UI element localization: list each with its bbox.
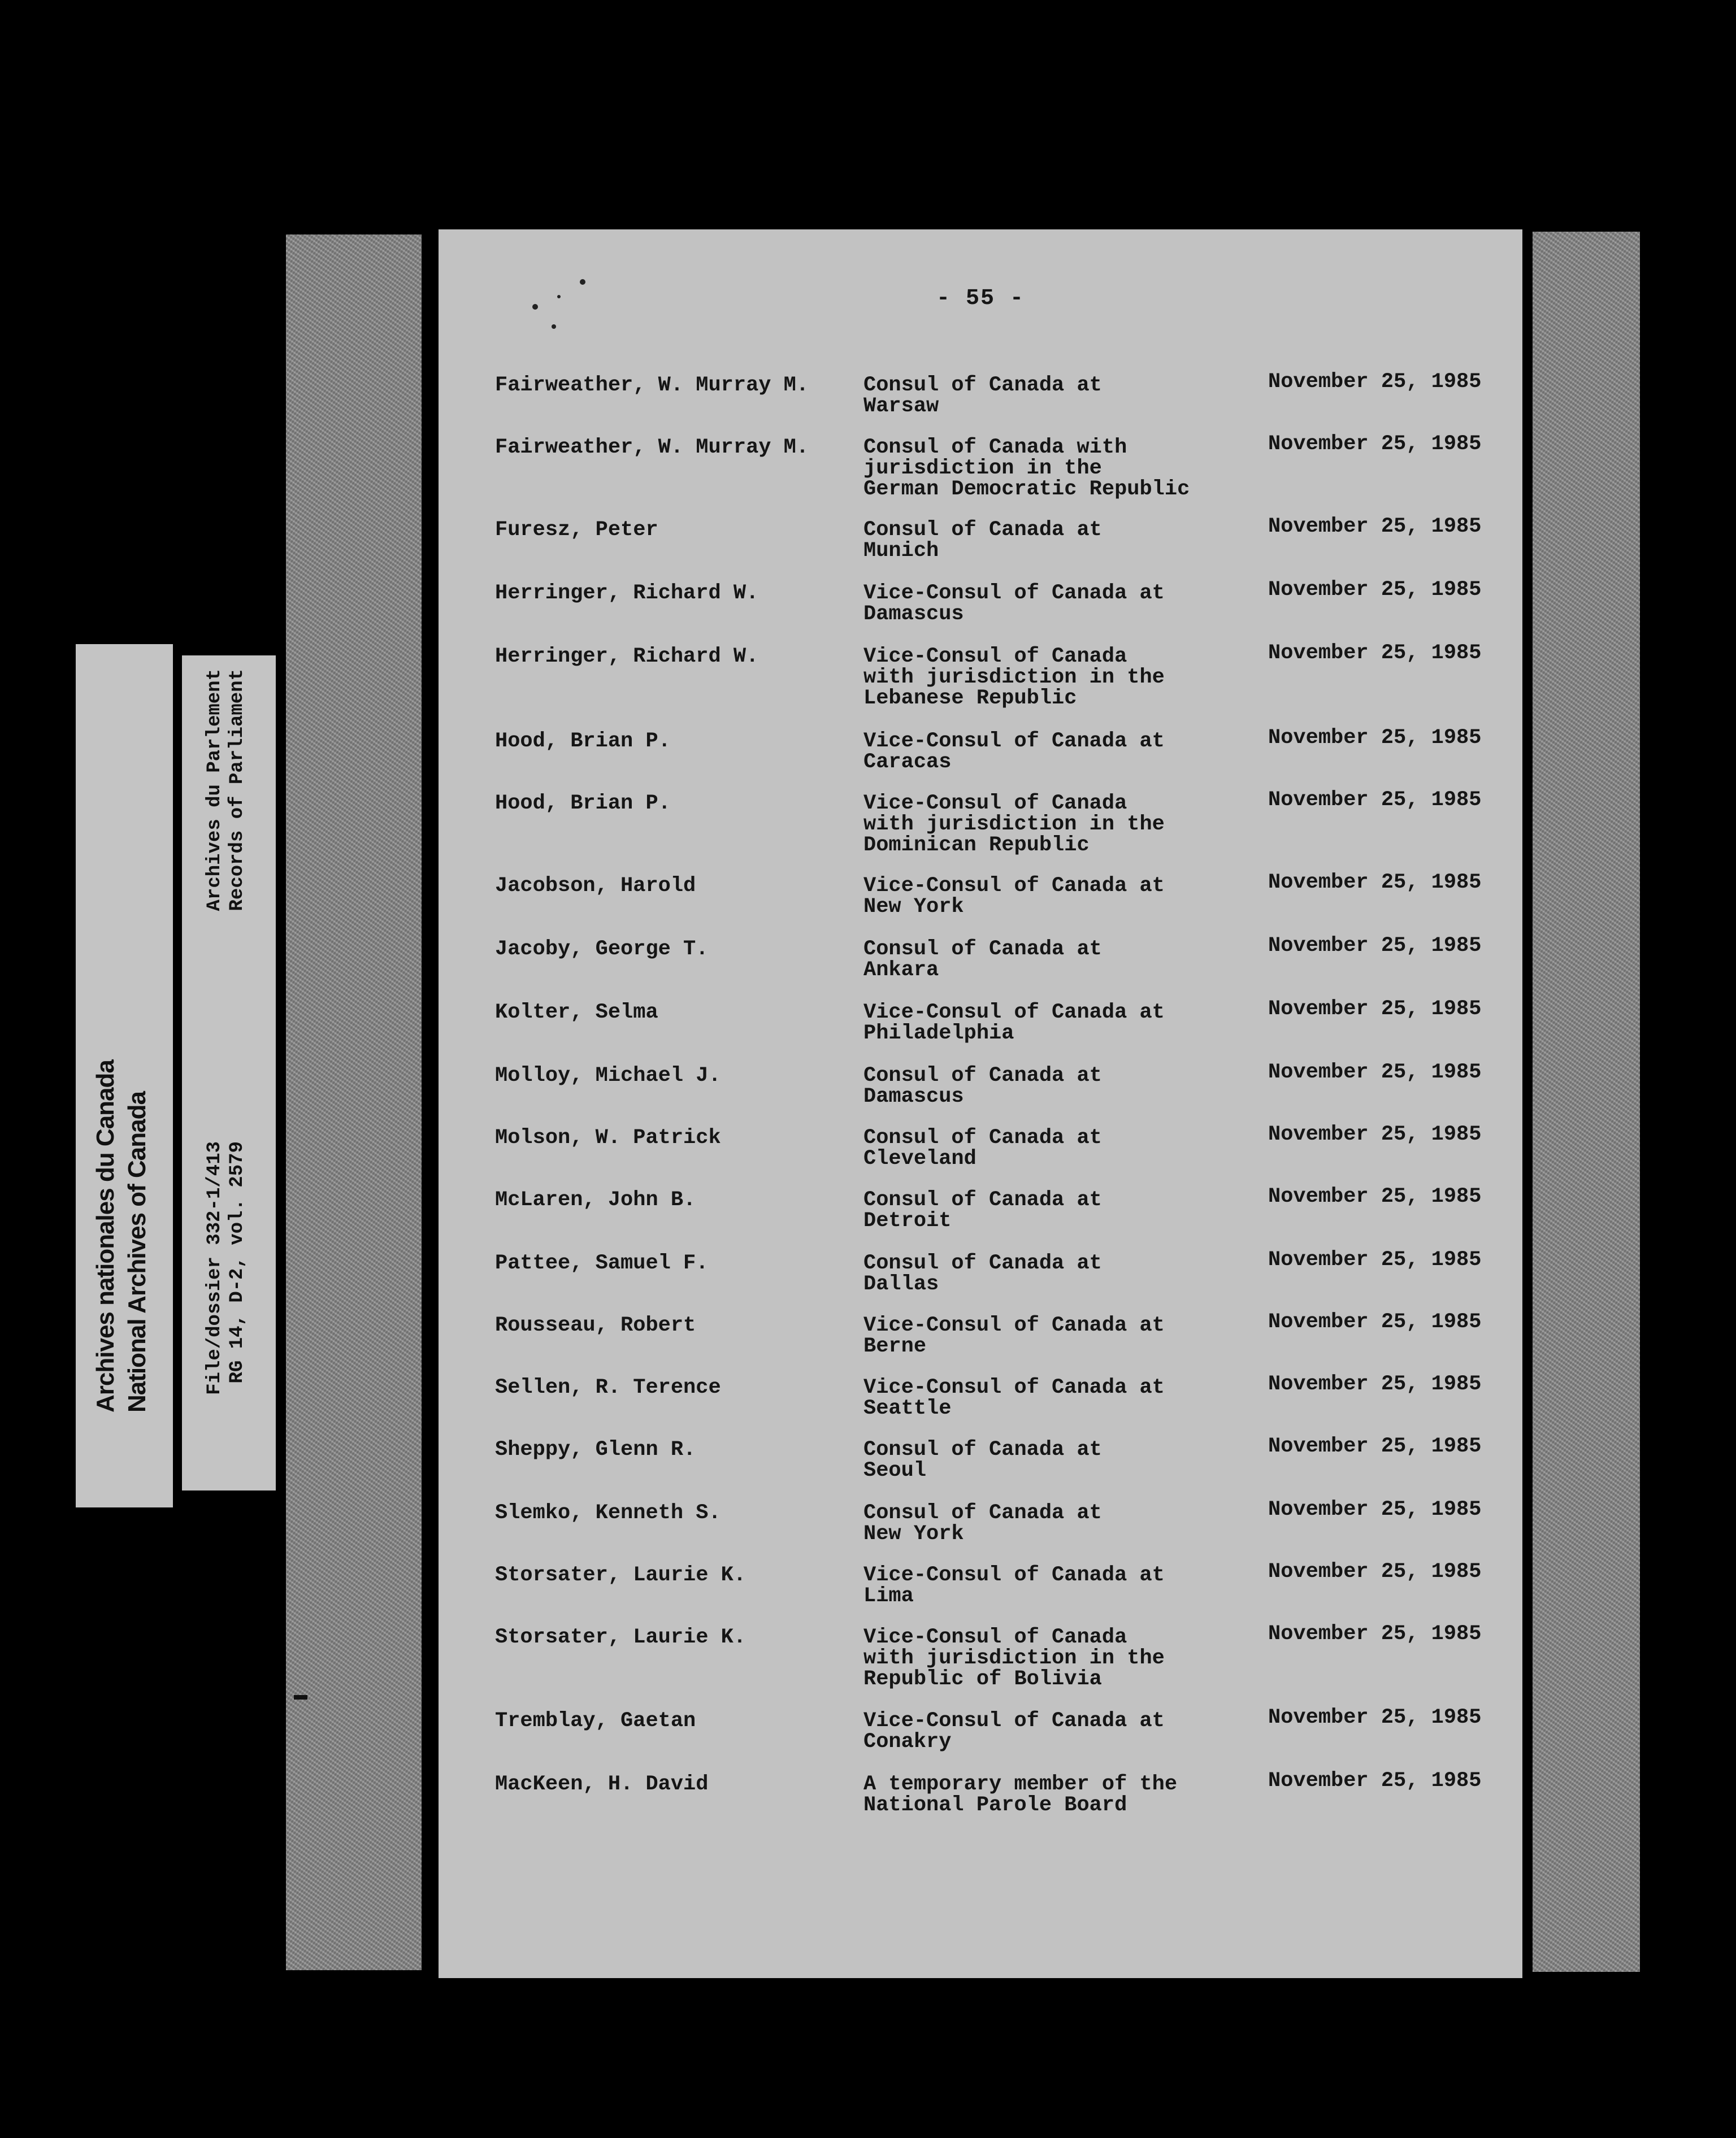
scan-border-left	[286, 234, 422, 1970]
position-line: Consul of Canada at	[863, 1188, 1102, 1212]
position-line: Caracas	[863, 750, 952, 774]
position-line: Seattle	[863, 1397, 952, 1420]
records-of-parliament: Records of Parliament	[227, 669, 248, 911]
appointee-name: Herringer, Richard W.	[495, 645, 759, 668]
position-line: Vice-Consul of Canada at	[863, 581, 1165, 605]
position-line: Detroit	[863, 1209, 952, 1233]
appointment-position	[863, 520, 1102, 562]
archives-stamp	[76, 644, 173, 1507]
appointment-date: November 25, 1985	[1268, 432, 1482, 456]
position-line: Consul of Canada at	[863, 518, 1102, 542]
position-line: Vice-Consul of Canada at	[863, 874, 1165, 898]
appointee-name: Pattee, Samuel F.	[495, 1251, 709, 1275]
appointee-name: Fairweather, W. Murray M.	[495, 436, 809, 459]
appointee-name: Jacobson, Harold	[495, 874, 696, 898]
appointment-date: November 25, 1985	[1268, 370, 1482, 394]
position-line: Conakry	[863, 1730, 952, 1754]
position-line: Vice-Consul of Canada at	[863, 1314, 1165, 1337]
position-line: Munich	[863, 539, 939, 563]
position-line: New York	[863, 895, 964, 919]
position-line: Vice-Consul of Canada at	[863, 729, 1165, 753]
appointment-position	[863, 1002, 1165, 1044]
appointment-date: November 25, 1985	[1268, 1372, 1482, 1396]
appointee-name: Rousseau, Robert	[495, 1314, 696, 1337]
position-line: Vice-Consul of Canada	[863, 792, 1127, 815]
appointment-position	[863, 1190, 1102, 1232]
position-line: Consul of Canada at	[863, 1251, 1102, 1275]
appointee-name: McLaren, John B.	[495, 1188, 696, 1212]
appointment-date: November 25, 1985	[1268, 641, 1482, 665]
position-line: Lima	[863, 1584, 914, 1608]
position-line: Vice-Consul of Canada at	[863, 1001, 1165, 1024]
appointment-date: November 25, 1985	[1268, 1498, 1482, 1522]
position-line: Vice-Consul of Canada	[863, 645, 1127, 668]
appointment-position	[863, 646, 1165, 709]
appointee-name: Molson, W. Patrick	[495, 1126, 721, 1150]
appointee-name: Kolter, Selma	[495, 1001, 658, 1024]
appointment-position	[863, 939, 1102, 981]
appointment-position	[863, 1377, 1165, 1419]
position-line: Vice-Consul of Canada	[863, 1626, 1127, 1649]
position-line: Berne	[863, 1335, 927, 1358]
appointee-name: Sheppy, Glenn R.	[495, 1438, 696, 1462]
page-number: - 55 -	[936, 286, 1025, 311]
position-line: Dallas	[863, 1272, 939, 1296]
position-line: Seoul	[863, 1459, 927, 1483]
appointment-position	[863, 1253, 1102, 1295]
appointment-position	[863, 1315, 1165, 1357]
position-line: Consul of Canada at	[863, 1501, 1102, 1525]
appointee-name: Molloy, Michael J.	[495, 1064, 721, 1088]
position-line: New York	[863, 1522, 964, 1546]
appointment-position	[863, 1774, 1177, 1816]
position-line: Vice-Consul of Canada at	[863, 1709, 1165, 1733]
appointment-position	[863, 1440, 1102, 1481]
appointee-name: Sellen, R. Terence	[495, 1376, 721, 1400]
position-line: with jurisdiction in the	[863, 812, 1165, 836]
position-line: Vice-Consul of Canada at	[863, 1563, 1165, 1587]
position-line: Damascus	[863, 602, 964, 626]
appointee-name: MacKeen, H. David	[495, 1772, 709, 1796]
position-line: Dominican Republic	[863, 833, 1090, 857]
speck-mark	[580, 279, 585, 285]
appointment-date: November 25, 1985	[1268, 1435, 1482, 1458]
appointment-position	[863, 1503, 1102, 1545]
appointment-date: November 25, 1985	[1268, 871, 1482, 894]
records-label	[182, 655, 276, 1490]
position-line: Cleveland	[863, 1147, 976, 1171]
position-line: Consul of Canada at	[863, 1064, 1102, 1088]
appointee-name: Storsater, Laurie K.	[495, 1563, 747, 1587]
archives-du-parlement: Archives du Parlement	[204, 669, 225, 911]
appointment-date: November 25, 1985	[1268, 1622, 1482, 1646]
scan-border-right	[1533, 232, 1640, 1972]
appointee-name: Storsater, Laurie K.	[495, 1626, 747, 1649]
position-line: Consul of Canada with	[863, 436, 1127, 459]
appointment-date: November 25, 1985	[1268, 1185, 1482, 1209]
position-line: Lebanese Republic	[863, 686, 1077, 710]
appointment-date: November 25, 1985	[1268, 1123, 1482, 1146]
appointee-name: Tremblay, Gaetan	[495, 1709, 696, 1733]
position-line: National Parole Board	[863, 1793, 1127, 1817]
appointment-date: November 25, 1985	[1268, 1310, 1482, 1334]
appointment-position	[863, 1128, 1102, 1170]
position-line: Vice-Consul of Canada at	[863, 1376, 1165, 1400]
appointee-name: Hood, Brian P.	[495, 792, 671, 815]
appointee-name: Furesz, Peter	[495, 518, 658, 542]
appointment-date: November 25, 1985	[1268, 788, 1482, 812]
appointment-position	[863, 1565, 1165, 1607]
position-line: Republic of Bolivia	[863, 1667, 1102, 1691]
position-line: with jurisdiction in the	[863, 1646, 1165, 1670]
appointment-date: November 25, 1985	[1268, 1560, 1482, 1584]
appointment-position	[863, 876, 1165, 918]
appointee-name: Fairweather, W. Murray M.	[495, 373, 809, 397]
position-line: Consul of Canada at	[863, 373, 1102, 397]
appointment-position	[863, 1627, 1165, 1690]
margin-mark	[294, 1695, 307, 1700]
position-line: Warsaw	[863, 394, 939, 418]
appointment-date: November 25, 1985	[1268, 1248, 1482, 1272]
appointee-name: Hood, Brian P.	[495, 729, 671, 753]
appointment-date: November 25, 1985	[1268, 515, 1482, 538]
position-line: German Democratic Republic	[863, 477, 1190, 501]
appointment-position	[863, 793, 1165, 856]
appointment-position	[863, 1066, 1102, 1107]
position-line: Consul of Canada at	[863, 1126, 1102, 1150]
position-line: Consul of Canada at	[863, 1438, 1102, 1462]
document-page	[439, 229, 1522, 1978]
appointment-position	[863, 375, 1102, 417]
appointment-position	[863, 437, 1190, 500]
position-line: Consul of Canada at	[863, 937, 1102, 961]
position-line: Philadelphia	[863, 1022, 1014, 1045]
appointment-date: November 25, 1985	[1268, 726, 1482, 750]
appointment-date: November 25, 1985	[1268, 578, 1482, 602]
appointee-name: Herringer, Richard W.	[495, 581, 759, 605]
appointment-position	[863, 731, 1165, 773]
position-line: Damascus	[863, 1085, 964, 1109]
appointment-date: November 25, 1985	[1268, 934, 1482, 958]
appointment-position	[863, 583, 1165, 625]
speck-mark	[552, 324, 556, 329]
position-line: A temporary member of the	[863, 1772, 1178, 1796]
appointment-date: November 25, 1985	[1268, 1769, 1482, 1793]
position-line: with jurisdiction in the	[863, 666, 1165, 689]
appointee-name: Jacoby, George T.	[495, 937, 709, 961]
appointment-date: November 25, 1985	[1268, 1706, 1482, 1729]
record-group-reference: RG 14, D-2, vol. 2579	[227, 1141, 248, 1384]
appointment-date: November 25, 1985	[1268, 1061, 1482, 1084]
position-line: Ankara	[863, 958, 939, 982]
position-line: jurisdiction in the	[863, 457, 1102, 480]
file-reference: File/dossier 332-1/413	[204, 1141, 225, 1395]
appointment-position	[863, 1711, 1165, 1753]
archives-name-en: National Archives of Canada	[123, 1092, 151, 1413]
archives-name-fr: Archives nationales du Canada	[92, 1060, 119, 1413]
appointment-date: November 25, 1985	[1268, 997, 1482, 1021]
appointee-name: Slemko, Kenneth S.	[495, 1501, 721, 1525]
